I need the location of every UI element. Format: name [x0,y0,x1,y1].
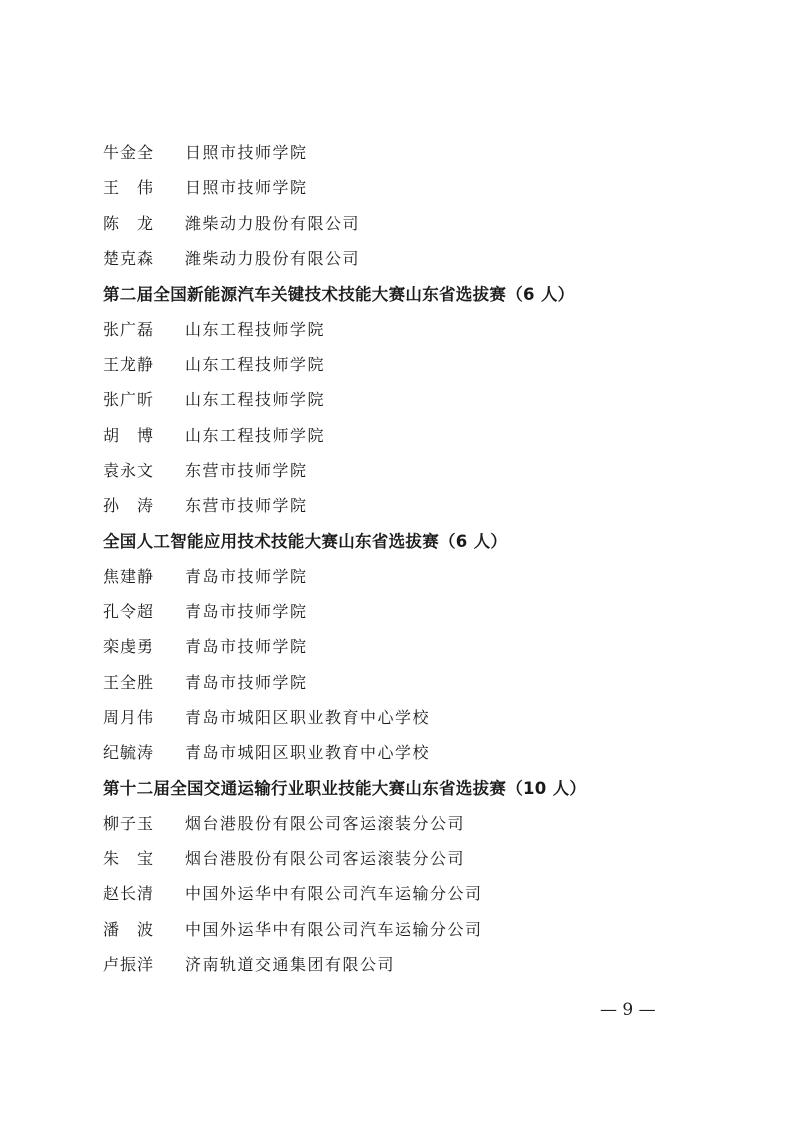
list-item [103,875,703,910]
list-item [103,346,703,381]
person-name: 王全胜 [103,672,155,692]
organization-name: 烟台港股份有限公司客运滚装分公司 [185,813,466,833]
organization-name: 中国外运华中有限公司汽车运输分公司 [185,884,483,904]
organization-name: 青岛市技师学院 [185,566,308,586]
person-name: 朱 宝 [103,849,155,869]
person-name: 纪毓涛 [103,743,155,763]
page-number: — 9 — [600,1000,656,1020]
person-name: 孔令超 [103,602,155,621]
organization-name: 青岛市技师学院 [185,672,308,692]
organization-name: 潍柴动力股份有限公司 [185,213,361,233]
person-name: 袁永文 [103,460,155,480]
list-item [103,381,703,416]
organization-name: 济南轨道交通集团有限公司 [185,954,396,974]
organization-name: 山东工程技师学院 [185,425,326,445]
list-item [103,134,703,169]
organization-name: 中国外运华中有限公司汽车运输分公司 [185,919,483,939]
competition-heading: 全国人工智能应用技术技能大赛山东省选拔赛（6 人） [103,531,508,551]
person-name: 潘 波 [103,919,155,939]
organization-name: 青岛市技师学院 [185,637,308,657]
person-name: 王 伟 [103,178,155,198]
list-item [103,452,703,487]
list-item [103,840,703,875]
list-item [103,946,703,981]
list-item [103,628,703,663]
list-item [103,416,703,451]
organization-name: 山东工程技师学院 [185,354,326,374]
organization-name: 潍柴动力股份有限公司 [185,249,361,269]
person-name: 周月伟 [103,707,155,727]
organization-name: 东营市技师学院 [185,460,308,480]
competition-heading: 第十二届全国交通运输行业职业技能大赛山东省选拔赛（10 人） [103,778,587,798]
person-name: 柳子玉 [103,813,155,833]
person-name: 张广昕 [103,390,155,410]
list-item [103,699,703,734]
list-item [103,169,703,204]
organization-name: 山东工程技师学院 [185,319,326,339]
list-item [103,911,703,946]
competition-heading: 第二届全国新能源汽车关键技术技能大赛山东省选拔赛（6 人） [103,284,575,304]
list-item [103,205,703,240]
award-list [103,134,703,981]
person-name: 张广磊 [103,319,155,339]
organization-name: 日照市技师学院 [185,178,308,198]
list-item [103,310,703,345]
organization-name: 青岛市技师学院 [185,602,308,621]
organization-name: 青岛市城阳区职业教育中心学校 [185,707,431,727]
list-item [103,487,703,522]
person-name: 牛金全 [103,143,155,163]
person-name: 赵长清 [103,884,155,904]
list-item [103,805,703,840]
organization-name: 日照市技师学院 [185,143,308,163]
list-item [103,734,703,769]
person-name: 卢振洋 [103,954,155,974]
person-name: 王龙静 [103,354,155,374]
organization-name: 青岛市城阳区职业教育中心学校 [185,743,431,763]
organization-name: 烟台港股份有限公司客运滚装分公司 [185,849,466,869]
person-name: 孙 涛 [103,496,155,516]
organization-name: 山东工程技师学院 [185,390,326,410]
list-item [103,558,703,593]
list-item [103,240,703,275]
person-name: 陈 龙 [103,213,155,233]
list-item [103,593,703,628]
person-name: 楚克森 [103,249,155,269]
person-name: 胡 博 [103,425,155,445]
person-name: 栾虔勇 [103,637,155,657]
list-item [103,663,703,698]
organization-name: 东营市技师学院 [185,496,308,516]
person-name: 焦建静 [103,566,155,586]
